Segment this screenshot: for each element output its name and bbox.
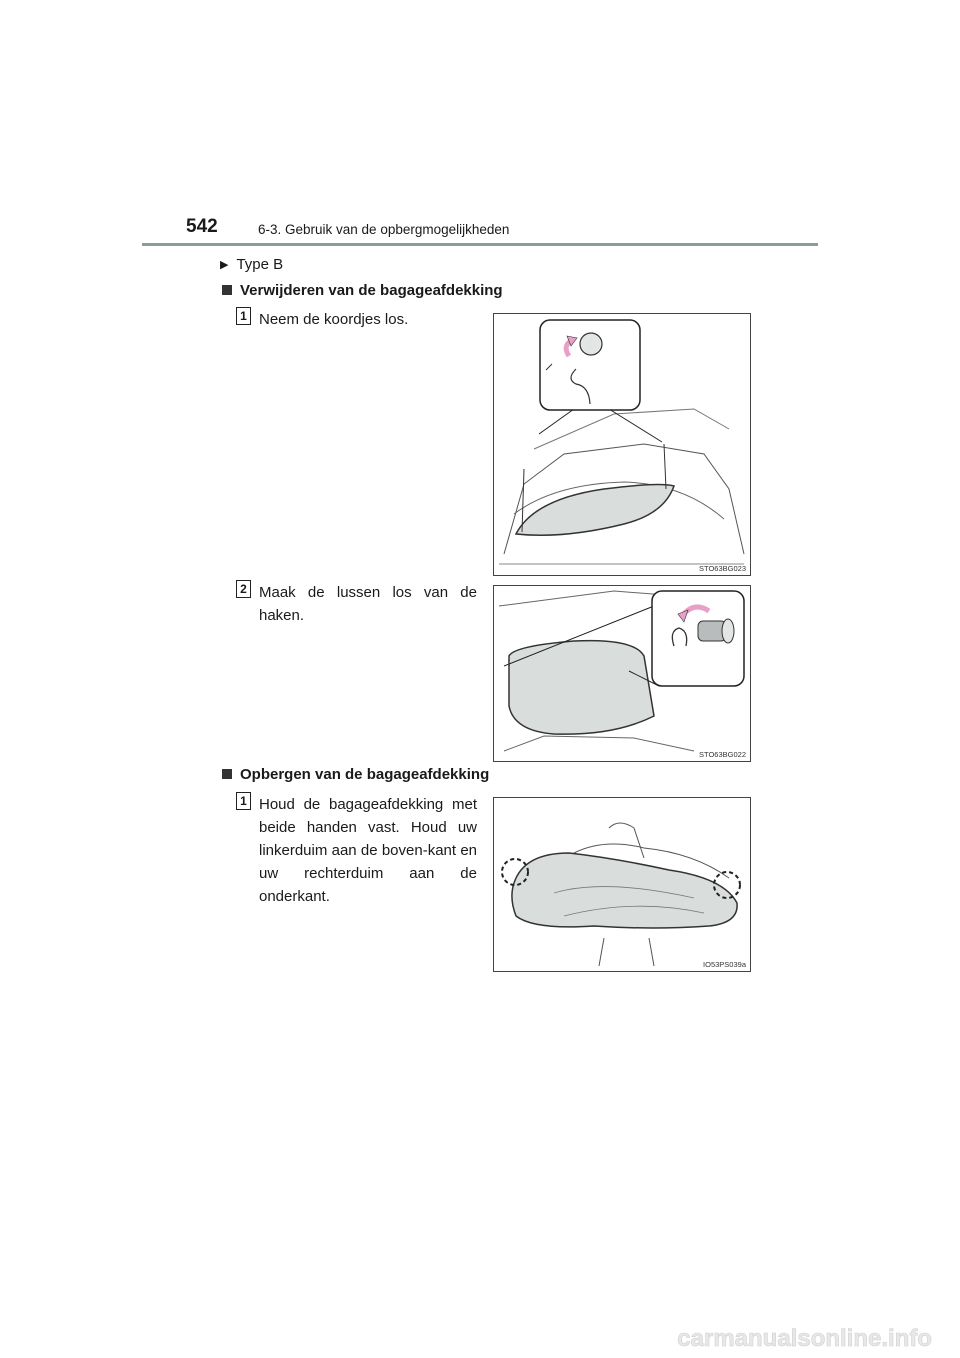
figure-code: STO63BG022 — [699, 750, 746, 759]
step-text: Houd de bagageafdekking met beide handen vast. Houd uw linkerduim aan de boven-kant en uw rechterduim aan de onderkant. — [259, 796, 477, 905]
svg-text:carmanualsonline.info: carmanualsonline.info — [677, 1325, 932, 1352]
square-bullet-icon — [222, 285, 232, 295]
square-bullet-icon — [222, 769, 232, 779]
step-number: 1 — [236, 792, 251, 810]
type-label: ▶ Type B — [220, 256, 284, 273]
section-heading-store: Opbergen van de bagageafdekking — [222, 766, 489, 783]
section-heading-remove: Verwijderen van de bagageafdekking — [222, 282, 503, 299]
page-number: 542 — [186, 216, 218, 237]
figure-hold-cover — [493, 797, 751, 972]
section-title: 6-3. Gebruik van de opbergmogelijkheden — [258, 222, 510, 237]
header-divider — [142, 243, 818, 246]
triangle-bullet-icon: ▶ — [220, 259, 229, 271]
figure-code: IO53PS039a — [703, 960, 746, 969]
figure-release-loops — [493, 585, 751, 762]
step-number: 1 — [236, 307, 251, 325]
step-number: 2 — [236, 580, 251, 598]
watermark-logo — [0, 1316, 960, 1358]
step-text: Maak de lussen los van de haken. — [259, 584, 477, 624]
step-text: Neem de koordjes los. — [259, 311, 409, 328]
figure-release-cords — [493, 313, 751, 576]
figure-code: STO63BG023 — [699, 564, 746, 573]
